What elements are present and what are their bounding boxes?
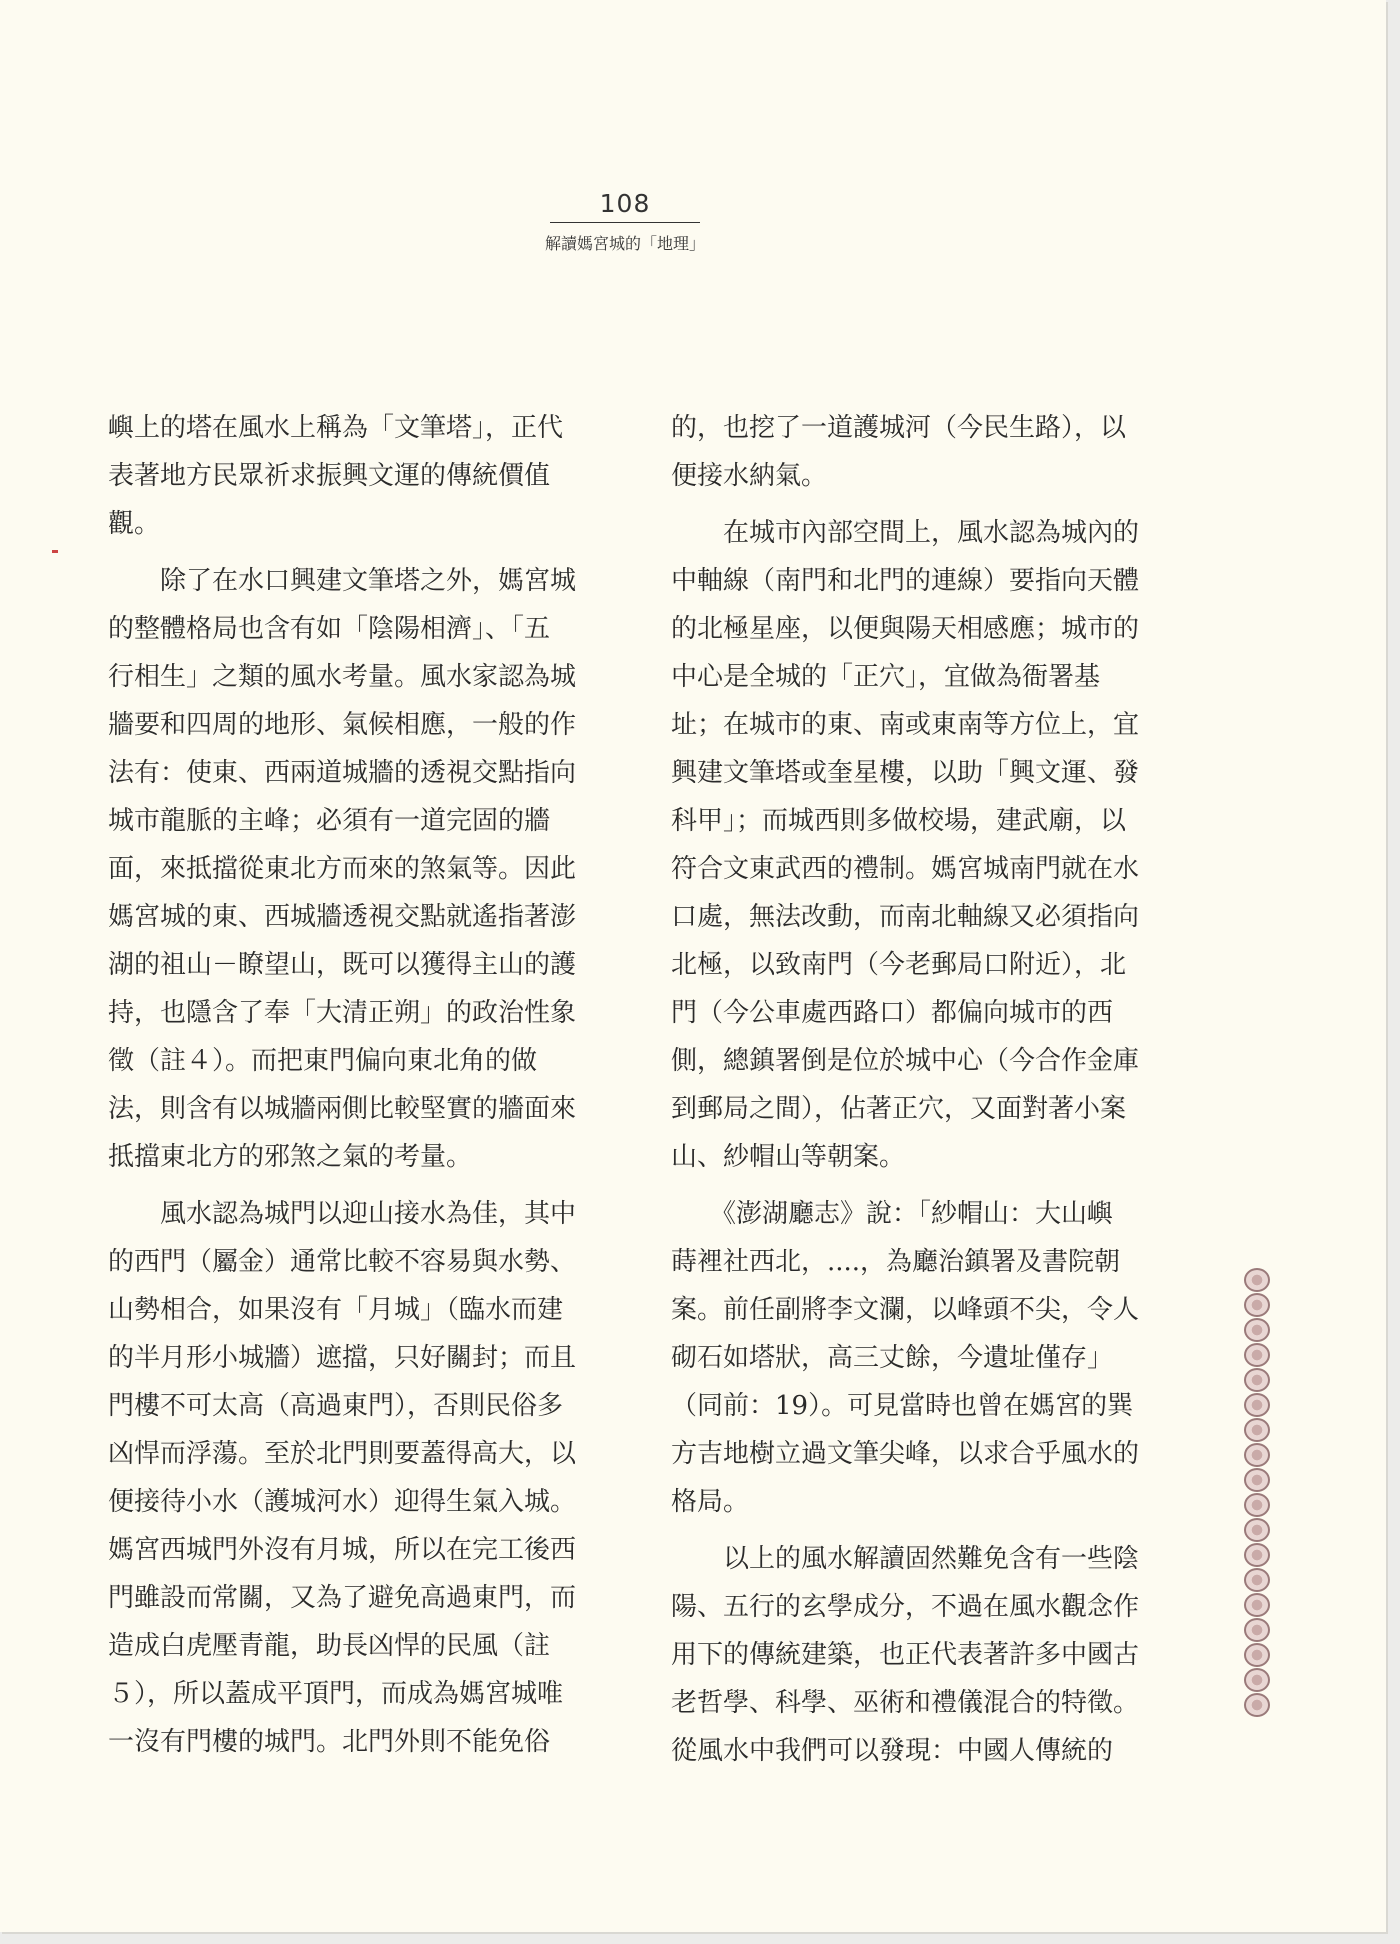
text-line: 城市龍脈的主峰；必須有一道完固的牆 <box>108 806 551 836</box>
seal-ornament-icon <box>1244 1618 1270 1642</box>
text-line: 山勢相合，如果沒有「月城」（臨水而建 <box>108 1295 564 1325</box>
text-line: 門（今公車處西路口）都偏向城市的西 <box>671 998 1114 1028</box>
text-line: 中軸線（南門和北門的連線）要指向天體 <box>671 566 1140 596</box>
text-line: 《澎湖廳志》說：「紗帽山：大山嶼 <box>671 1199 1114 1229</box>
text-line: （同前：19）。可見當時也曾在媽宮的巽 <box>671 1391 1134 1421</box>
text-line: 址；在城市的東、南或東南等方位上，宜 <box>671 710 1140 740</box>
text-line: 中心是全城的「正穴」，宜做為衙署基 <box>671 662 1101 692</box>
text-line: 徵（註４）。而把東門偏向東北角的做 <box>108 1046 538 1076</box>
text-line: ５），所以蓋成平頂門，而成為媽宮城唯 <box>108 1679 564 1709</box>
text-line: 蒔裡社西北，....，為廳治鎮署及書院朝 <box>671 1247 1121 1277</box>
seal-ornament-icon <box>1244 1268 1270 1292</box>
seal-ornament-icon <box>1244 1543 1270 1567</box>
text-line: 的西門（屬金）通常比較不容易與水勢、 <box>108 1247 577 1277</box>
running-title: 解讀媽宮城的「地理」 <box>544 234 705 253</box>
text-line: 陽、五行的玄學成分，不過在風水觀念作 <box>671 1592 1140 1622</box>
seal-ornament-icon <box>1244 1368 1270 1392</box>
text-line: 法，則含有以城牆兩側比較堅實的牆面來 <box>108 1094 577 1124</box>
seal-ornament-icon <box>1244 1468 1270 1492</box>
text-line: 媽宮城的東、西城牆透視交點就遙指著澎 <box>108 902 577 932</box>
text-line: 從風水中我們可以發現：中國人傳統的 <box>671 1736 1114 1766</box>
text-line: 便接水納氣。 <box>671 461 828 491</box>
seal-ornament-icon <box>1244 1443 1270 1467</box>
text-line: 側，總鎮署倒是位於城中心（今合作金庫 <box>671 1046 1140 1076</box>
text-line: 造成白虎壓青龍，助長凶悍的民風（註 <box>108 1631 551 1661</box>
left-text-column <box>108 404 588 1775</box>
text-line: 口處，無法改動，而南北軸線又必須指向 <box>671 902 1140 932</box>
paragraph <box>671 1535 1151 1775</box>
text-line: 抵擋東北方的邪煞之氣的考量。 <box>108 1142 473 1172</box>
paragraph <box>671 404 1151 500</box>
text-line: 的半月形小城牆）遮擋，只好關封；而且 <box>108 1343 577 1373</box>
text-line: 用下的傳統建築，也正代表著許多中國古 <box>671 1640 1140 1670</box>
seal-ornament-icon <box>1244 1643 1270 1667</box>
text-line: 到郵局之間），佔著正穴，又面對著小案 <box>671 1094 1127 1124</box>
seal-ornament-icon <box>1244 1293 1270 1317</box>
text-line: 一沒有門樓的城門。北門外則不能免俗 <box>108 1727 551 1757</box>
text-line: 行相生」之類的風水考量。風水家認為城 <box>108 662 577 692</box>
text-line: 除了在水口興建文筆塔之外，媽宮城 <box>108 566 577 596</box>
stray-mark <box>52 550 58 553</box>
text-line: 的整體格局也含有如「陰陽相濟」、「五 <box>108 614 551 644</box>
right-text-column <box>671 404 1151 1784</box>
text-line: 凶悍而浮蕩。至於北門則要蓋得高大，以 <box>108 1439 577 1469</box>
text-line: 科甲」；而城西則多做校場，建武廟，以 <box>671 806 1127 836</box>
text-line: 符合文東武西的禮制。媽宮城南門就在水 <box>671 854 1140 884</box>
text-line: 方吉地樹立過文筆尖峰，以求合乎風水的 <box>671 1439 1140 1469</box>
text-line: 門樓不可太高（高過東門），否則民俗多 <box>108 1391 564 1421</box>
seal-ornament-icon <box>1244 1593 1270 1617</box>
text-line: 山、紗帽山等朝案。 <box>671 1142 906 1172</box>
text-line: 興建文筆塔或奎星樓，以助「興文運、發 <box>671 758 1140 788</box>
text-line: 門雖設而常關，又為了避免高過東門，而 <box>108 1583 577 1613</box>
text-line: 老哲學、科學、巫術和禮儀混合的特徵。 <box>671 1688 1140 1718</box>
seal-ornament-icon <box>1244 1693 1270 1717</box>
text-line: 牆要和四周的地形、氣候相應，一般的作 <box>108 710 577 740</box>
header-rule <box>550 222 700 223</box>
text-line: 持，也隱含了奉「大清正朔」的政治性象 <box>108 998 577 1028</box>
text-line: 觀。 <box>108 509 161 539</box>
text-line: 便接待小水（護城河水）迎得生氣入城。 <box>108 1487 577 1517</box>
seal-ornament-icon <box>1244 1518 1270 1542</box>
side-ornament-strip <box>1242 1268 1272 1718</box>
page-header <box>520 188 730 254</box>
seal-ornament-icon <box>1244 1568 1270 1592</box>
text-line: 嶼上的塔在風水上稱為「文筆塔」，正代 <box>108 413 564 443</box>
paragraph <box>671 1190 1151 1526</box>
paragraph <box>108 404 588 548</box>
seal-ornament-icon <box>1244 1393 1270 1417</box>
text-line: 媽宮西城門外沒有月城，所以在完工後西 <box>108 1535 577 1565</box>
text-line: 的，也挖了一道護城河（今民生路），以 <box>671 413 1127 443</box>
text-line: 格局。 <box>671 1487 750 1517</box>
seal-ornament-icon <box>1244 1493 1270 1517</box>
text-line: 法有：使東、西兩道城牆的透視交點指向 <box>108 758 577 788</box>
text-line: 北極，以致南門（今老郵局口附近），北 <box>671 950 1127 980</box>
text-line: 在城市內部空間上，風水認為城內的 <box>671 518 1140 548</box>
text-line: 案。前任副將李文瀾，以峰頭不尖，令人 <box>671 1295 1140 1325</box>
text-line: 砌石如塔狀，高三丈餘，今遺址僅存」 <box>671 1343 1114 1373</box>
page-number: 108 <box>599 189 651 218</box>
text-line: 以上的風水解讀固然難免含有一些陰 <box>671 1544 1140 1574</box>
paragraph <box>108 1190 588 1766</box>
text-line: 面，來抵擋從東北方而來的煞氣等。因此 <box>108 854 577 884</box>
text-line: 的北極星座，以便與陽天相感應；城市的 <box>671 614 1140 644</box>
seal-ornament-icon <box>1244 1343 1270 1367</box>
text-line: 表著地方民眾祈求振興文運的傳統價值 <box>108 461 551 491</box>
paragraph <box>108 557 588 1181</box>
seal-ornament-icon <box>1244 1418 1270 1442</box>
text-line: 風水認為城門以迎山接水為佳，其中 <box>108 1199 577 1229</box>
paragraph <box>671 509 1151 1181</box>
seal-ornament-icon <box>1244 1318 1270 1342</box>
text-line: 湖的祖山－瞭望山，既可以獲得主山的護 <box>108 950 577 980</box>
seal-ornament-icon <box>1244 1668 1270 1692</box>
